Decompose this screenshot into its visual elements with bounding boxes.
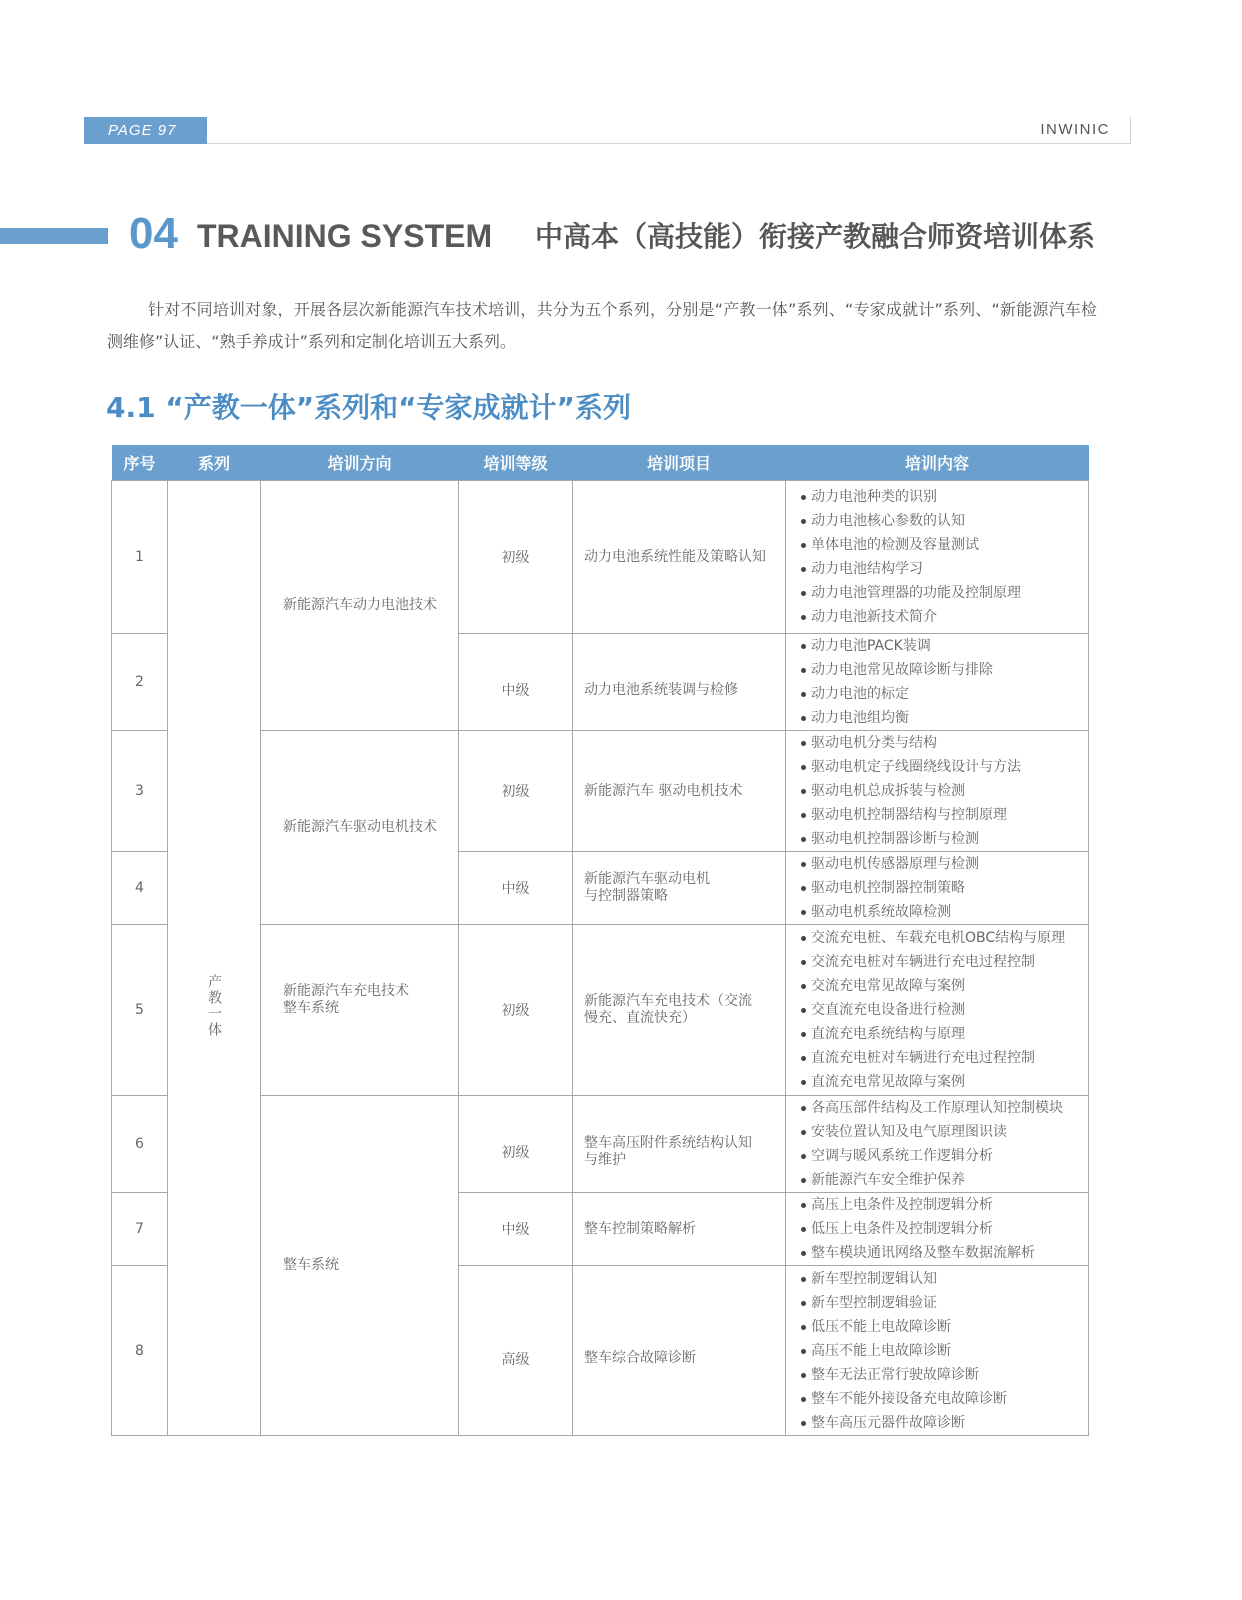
header-number: 序号: [112, 445, 168, 481]
content-item: 动力电池种类的识别: [798, 485, 1088, 509]
content-item: 交流充电常见故障与案例: [798, 974, 1088, 998]
direction-cell: 新能源汽车驱动电机技术: [261, 731, 459, 925]
content-item: 整车无法正常行驶故障诊断: [798, 1363, 1088, 1387]
content-cell: [786, 481, 1089, 634]
row-number: 7: [112, 1193, 168, 1266]
content-item: 新车型控制逻辑验证: [798, 1291, 1088, 1315]
content-item: 驱动电机控制器诊断与检测: [798, 827, 1088, 851]
row-number: 4: [112, 852, 168, 925]
header-direction: 培训方向: [261, 445, 459, 481]
content-item: 高压上电条件及控制逻辑分析: [798, 1193, 1088, 1217]
content-item: 单体电池的检测及容量测试: [798, 533, 1088, 557]
content-item: 驱动电机传感器原理与检测: [798, 852, 1088, 876]
training-table: [111, 445, 1089, 1436]
row-number: 8: [112, 1266, 168, 1436]
row-number: 6: [112, 1096, 168, 1193]
direction-cell: 新能源汽车动力电池技术: [261, 481, 459, 731]
content-cell: [786, 1266, 1089, 1436]
section-title-en: TRAINING SYSTEM: [197, 218, 493, 254]
project-cell: 整车综合故障诊断: [573, 1266, 786, 1436]
content-item: 整车高压元器件故障诊断: [798, 1411, 1088, 1435]
row-number: 3: [112, 731, 168, 852]
content-list: [786, 852, 1088, 924]
project-cell: 动力电池系统性能及策略认知: [573, 481, 786, 634]
content-item: 各高压部件结构及工作原理认知控制模块: [798, 1096, 1088, 1120]
content-item: 动力电池新技术简介: [798, 605, 1088, 629]
content-item: 动力电池PACK装调: [798, 634, 1088, 658]
header-divider: [207, 143, 1130, 144]
content-list: [786, 634, 1088, 730]
project-cell: 新能源汽车 驱动电机技术: [573, 731, 786, 852]
section-title-cn: 中高本（高技能）衔接产教融合师资培训体系: [535, 220, 1096, 253]
content-item: 高压不能上电故障诊断: [798, 1339, 1088, 1363]
header-series: 系列: [168, 445, 261, 481]
content-item: 安装位置认知及电气原理图识读: [798, 1120, 1088, 1144]
content-cell: [786, 1096, 1089, 1193]
content-item: 驱动电机总成拆装与检测: [798, 779, 1088, 803]
level-cell: 初级: [459, 481, 573, 634]
content-item: 直流充电系统结构与原理: [798, 1022, 1088, 1046]
intro-paragraph: 针对不同培训对象，开展各层次新能源汽车技术培训，共分为五个系列，分别是“产教一体”系列、“专家成就计”系列、“新能源汽车检测维修”认证、“熟手养成计”系列和定制化培训五大系列。: [107, 300, 1097, 351]
content-cell: [786, 1193, 1089, 1266]
content-item: 驱动电机分类与结构: [798, 731, 1088, 755]
content-item: 整车模块通讯网络及整车数据流解析: [798, 1241, 1088, 1265]
content-cell: [786, 731, 1089, 852]
project-cell: 新能源汽车充电技术（交流 慢充、直流快充）: [573, 925, 786, 1096]
header-level: 培训等级: [459, 445, 573, 481]
content-item: 整车不能外接设备充电故障诊断: [798, 1387, 1088, 1411]
level-cell: 高级: [459, 1266, 573, 1436]
content-list: [786, 1096, 1088, 1192]
level-cell: 初级: [459, 925, 573, 1096]
page-number-tab: [84, 117, 207, 144]
content-item: 交流充电桩对车辆进行充电过程控制: [798, 950, 1088, 974]
header-divider-end: [1130, 117, 1131, 144]
content-item: 空调与暖风系统工作逻辑分析: [798, 1144, 1088, 1168]
content-item: 动力电池组均衡: [798, 706, 1088, 730]
row-number: 2: [112, 634, 168, 731]
level-cell: 中级: [459, 634, 573, 731]
project-cell: 动力电池系统装调与检修: [573, 634, 786, 731]
content-item: 新能源汽车安全维护保养: [798, 1168, 1088, 1192]
row-number: 1: [112, 481, 168, 634]
level-cell: 初级: [459, 731, 573, 852]
content-item: 动力电池核心参数的认知: [798, 509, 1088, 533]
content-item: 低压不能上电故障诊断: [798, 1315, 1088, 1339]
content-list: [786, 926, 1088, 1094]
project-cell: 整车控制策略解析: [573, 1193, 786, 1266]
level-cell: 中级: [459, 1193, 573, 1266]
content-item: 交流充电桩、车载充电机OBC结构与原理: [798, 926, 1088, 950]
content-item: 动力电池常见故障诊断与排除: [798, 658, 1088, 682]
project-cell: 新能源汽车驱动电机 与控制器策略: [573, 852, 786, 925]
row-number: 5: [112, 925, 168, 1096]
content-item: 驱动电机系统故障检测: [798, 900, 1088, 924]
level-cell: 初级: [459, 1096, 573, 1193]
section-accent-bar: [0, 228, 108, 244]
direction-cell: 整车系统: [261, 1096, 459, 1436]
content-item: 驱动电机控制器控制策略: [798, 876, 1088, 900]
content-item: 动力电池管理器的功能及控制原理: [798, 581, 1088, 605]
project-cell: 整车高压附件系统结构认知 与维护: [573, 1096, 786, 1193]
section-number: 04: [129, 209, 178, 258]
level-cell: 中级: [459, 852, 573, 925]
content-cell: [786, 634, 1089, 731]
content-item: 动力电池结构学习: [798, 557, 1088, 581]
table-row: [112, 481, 1089, 634]
header-content: 培训内容: [786, 445, 1089, 481]
content-list: [786, 485, 1088, 629]
content-list: [786, 1193, 1088, 1265]
content-cell: [786, 925, 1089, 1096]
content-item: 驱动电机定子线圈绕线设计与方法: [798, 755, 1088, 779]
content-item: 驱动电机控制器结构与控制原理: [798, 803, 1088, 827]
brand-name: INWINIC: [1040, 121, 1110, 138]
content-item: 直流充电桩对车辆进行充电过程控制: [798, 1046, 1088, 1070]
series-cell: [168, 481, 261, 1436]
page-number: PAGE 97: [108, 122, 177, 139]
series-label: 产教一体: [206, 974, 222, 1038]
subsection-title: 4.1 “产教一体”系列和“专家成就计”系列: [106, 391, 631, 424]
content-cell: [786, 852, 1089, 925]
content-list: [786, 731, 1088, 851]
content-item: 交直流充电设备进行检测: [798, 998, 1088, 1022]
direction-cell: 新能源汽车充电技术 整车系统: [261, 925, 459, 1096]
content-item: 新车型控制逻辑认知: [798, 1267, 1088, 1291]
header-project: 培训项目: [573, 445, 786, 481]
table-header-row: [112, 445, 1089, 481]
content-item: 低压上电条件及控制逻辑分析: [798, 1217, 1088, 1241]
content-item: 动力电池的标定: [798, 682, 1088, 706]
content-list: [786, 1267, 1088, 1435]
content-item: 直流充电常见故障与案例: [798, 1070, 1088, 1094]
